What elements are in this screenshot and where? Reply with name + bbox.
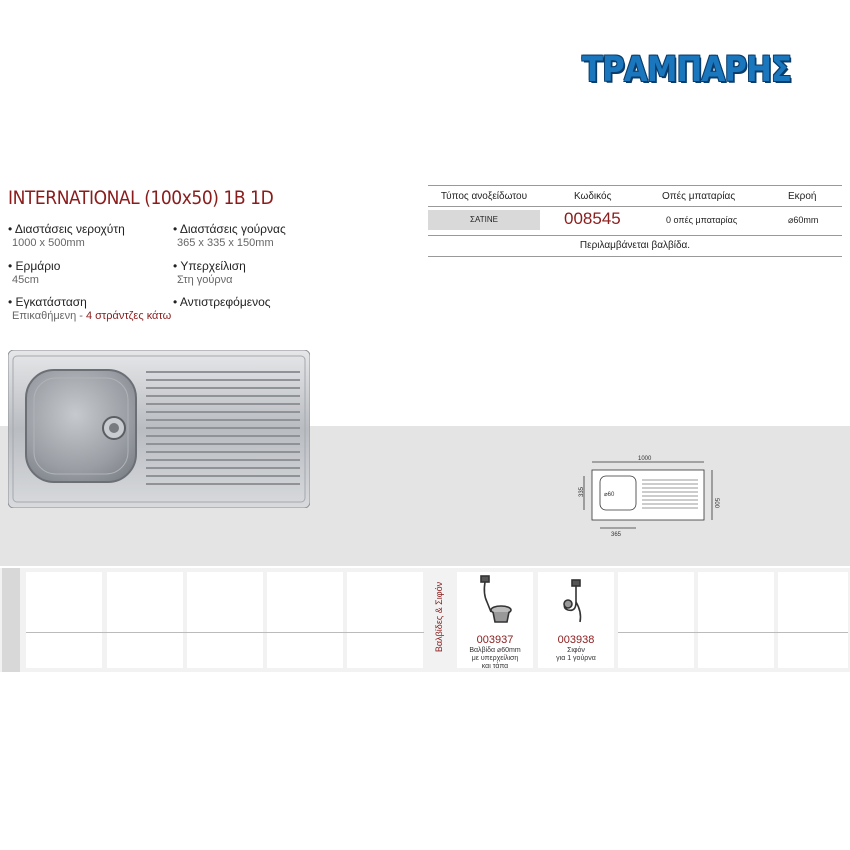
table-note: Περιλαμβάνεται βαλβίδα. bbox=[428, 235, 842, 257]
accessory-siphon[interactable] bbox=[538, 572, 614, 668]
product-table bbox=[428, 185, 842, 257]
header-type: Τύπος ανοξείδωτου bbox=[440, 191, 528, 202]
drawing-bowl-width: 365 bbox=[611, 532, 622, 538]
accessory-cell-empty bbox=[778, 572, 848, 668]
cell-type: ΣΑΤΙΝΕ bbox=[428, 210, 540, 230]
table-row bbox=[428, 207, 842, 231]
drawing-width: 1000 bbox=[638, 456, 652, 462]
accessory-cell-empty bbox=[698, 572, 774, 668]
accessory-code: 003937 bbox=[476, 634, 514, 646]
valve-icon bbox=[457, 572, 533, 632]
table-header bbox=[428, 185, 842, 207]
accessory-cell-empty bbox=[267, 572, 343, 668]
header-code: Κωδικός bbox=[574, 191, 612, 202]
spec-cabinet: • Ερμάριο 45cm bbox=[8, 259, 61, 286]
drawing-height: 500 bbox=[713, 498, 719, 509]
accessory-desc: Βαλβίδα ⌀60mm με υπερχείλιση και τάπα bbox=[469, 647, 521, 670]
divider bbox=[618, 632, 848, 633]
drawing-drain: ⌀60 bbox=[604, 492, 615, 498]
accessory-cell-empty bbox=[618, 572, 694, 668]
cell-holes: 0 οπές μπαταρίας bbox=[666, 215, 738, 225]
spec-installation: • Εγκατάσταση Επικαθήμενη - 4 στράντζες κάτω bbox=[8, 295, 172, 322]
accessory-desc: Σιφόν για 1 γούρνα bbox=[556, 647, 596, 662]
spec-sink-dimensions: • Διαστάσεις νεροχύτη 1000 x 500mm bbox=[8, 222, 125, 249]
divider bbox=[26, 632, 424, 633]
accessory-valve[interactable] bbox=[457, 572, 533, 668]
brand-logo: ΤΡΑΜΠΑΡΗΣ bbox=[582, 50, 792, 90]
siphon-icon bbox=[538, 572, 614, 632]
cell-outlet: ⌀60mm bbox=[788, 215, 819, 225]
accessory-code: 003938 bbox=[557, 634, 595, 646]
sink-image bbox=[8, 350, 310, 508]
accessories-section-label: Βαλβίδες & Σιφόν bbox=[434, 581, 444, 653]
accessory-cell-empty bbox=[347, 572, 423, 668]
drawing-bowl-height: 335 bbox=[579, 486, 585, 497]
accessory-cell-empty bbox=[187, 572, 263, 668]
header-outlet: Εκροή bbox=[788, 191, 817, 202]
product-title: INTERNATIONAL (100x50) 1B 1D bbox=[8, 187, 274, 209]
technical-drawing bbox=[572, 452, 722, 542]
spec-reversible: • Αντιστρεφόμενος bbox=[173, 295, 271, 309]
spec-overflow: • Υπερχείλιση Στη γούρνα bbox=[173, 259, 246, 286]
strip-edge bbox=[2, 568, 20, 672]
accessory-cell-empty bbox=[107, 572, 183, 668]
accessory-cell-empty bbox=[26, 572, 102, 668]
spec-bowl-dimensions: • Διαστάσεις γούρνας 365 x 335 x 150mm bbox=[173, 222, 286, 249]
cell-code: 008545 bbox=[564, 209, 621, 228]
header-holes: Οπές μπαταρίας bbox=[662, 191, 736, 202]
